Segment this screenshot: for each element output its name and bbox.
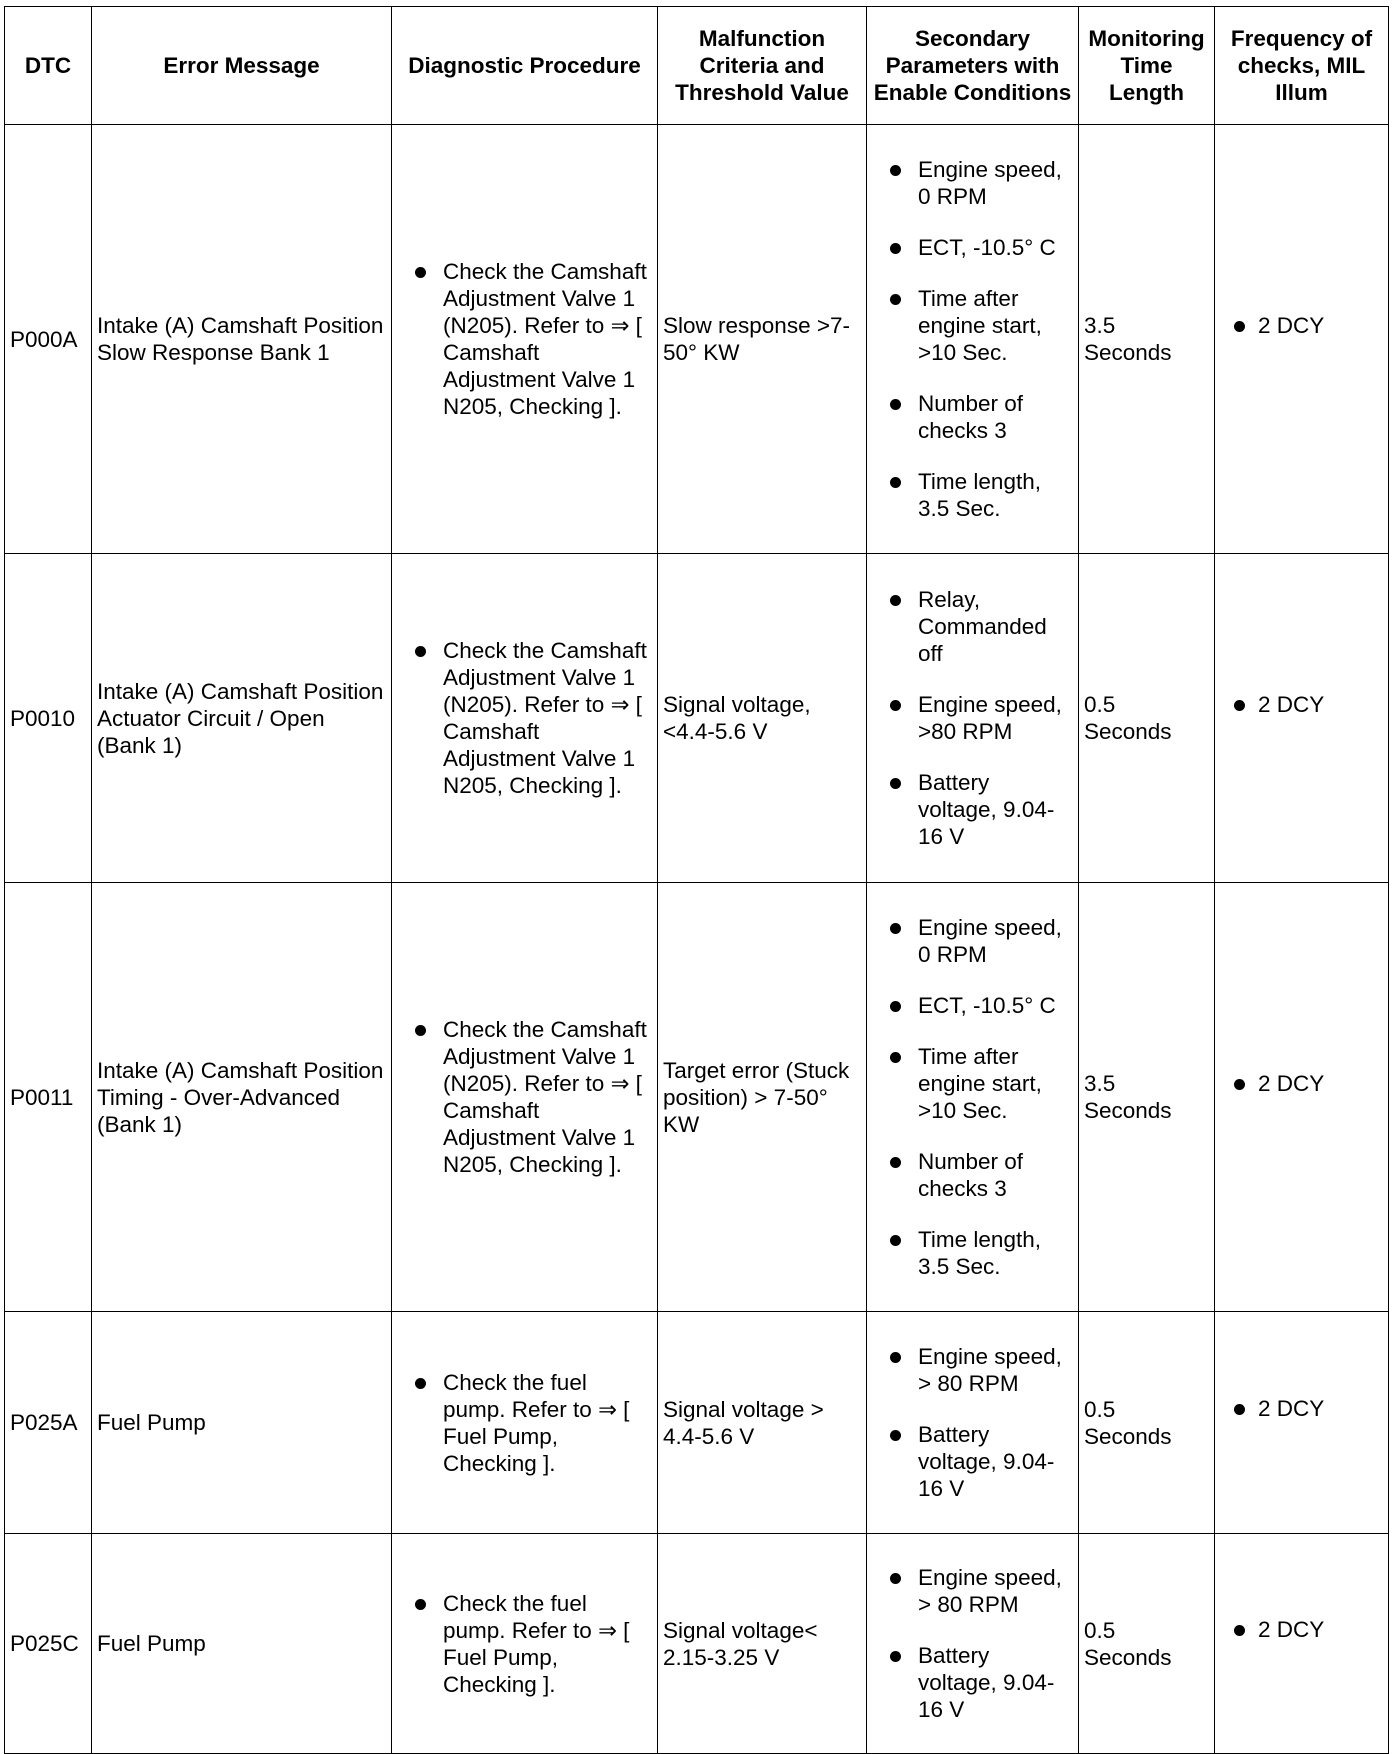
error-message: Intake (A) Camshaft Position Timing - Over-Advanced (Bank 1) xyxy=(92,883,392,1312)
secondary-parameters xyxy=(867,883,1079,1312)
parameter-item: Engine speed, > 80 RPM xyxy=(872,1564,1073,1618)
parameter-item: Time after engine start, >10 Sec. xyxy=(872,1043,1073,1124)
frequency-value: 2 DCY xyxy=(1220,1395,1383,1422)
dtc-code: P025C xyxy=(5,1534,92,1754)
parameter-item: Time length, 3.5 Sec. xyxy=(872,468,1073,522)
frequency-value: 2 DCY xyxy=(1220,312,1383,339)
monitoring-time: 3.5 Seconds xyxy=(1079,883,1215,1312)
parameter-item: ECT, -10.5° C xyxy=(872,234,1073,261)
monitoring-time: 0.5 Seconds xyxy=(1079,554,1215,883)
frequency-cell xyxy=(1215,1534,1389,1754)
table-row xyxy=(5,125,1389,554)
dtc-code: P0010 xyxy=(5,554,92,883)
frequency-cell xyxy=(1215,883,1389,1312)
diagnostic-step: Check the Camshaft Adjustment Valve 1 (N205). Refer to ⇒ [ Camshaft Adjustment Valve 1 N205, Checking ]. xyxy=(397,1016,652,1178)
diagnostic-procedure xyxy=(392,1312,658,1534)
header-diagnostic-procedure: Diagnostic Procedure xyxy=(392,7,658,125)
monitoring-time: 0.5 Seconds xyxy=(1079,1312,1215,1534)
header-malfunction-criteria: Malfunction Criteria and Threshold Value xyxy=(658,7,867,125)
secondary-parameters xyxy=(867,554,1079,883)
diagnostic-procedure xyxy=(392,1534,658,1754)
header-frequency: Frequency of checks, MIL Illum xyxy=(1215,7,1389,125)
parameter-item: Battery voltage, 9.04-16 V xyxy=(872,1642,1073,1723)
table-row xyxy=(5,1534,1389,1754)
secondary-parameters xyxy=(867,125,1079,554)
header-error-message: Error Message xyxy=(92,7,392,125)
error-message: Fuel Pump xyxy=(92,1534,392,1754)
frequency-value: 2 DCY xyxy=(1220,1616,1383,1643)
dtc-code: P000A xyxy=(5,125,92,554)
diagnostic-step: Check the fuel pump. Refer to ⇒ [ Fuel Pump, Checking ]. xyxy=(397,1369,652,1477)
malfunction-criteria: Signal voltage< 2.15-3.25 V xyxy=(658,1534,867,1754)
dtc-code: P0011 xyxy=(5,883,92,1312)
secondary-parameters xyxy=(867,1534,1079,1754)
parameter-item: Engine speed, > 80 RPM xyxy=(872,1343,1073,1397)
malfunction-criteria: Target error (Stuck position) > 7-50° KW xyxy=(658,883,867,1312)
secondary-parameters xyxy=(867,1312,1079,1534)
frequency-value: 2 DCY xyxy=(1220,1070,1383,1097)
header-secondary-parameters: Secondary Parameters with Enable Conditions xyxy=(867,7,1079,125)
diagnostic-step: Check the fuel pump. Refer to ⇒ [ Fuel Pump, Checking ]. xyxy=(397,1590,652,1698)
table-row xyxy=(5,1312,1389,1534)
diagnostic-procedure xyxy=(392,554,658,883)
error-message: Intake (A) Camshaft Position Actuator Circuit / Open (Bank 1) xyxy=(92,554,392,883)
diagnostic-procedure xyxy=(392,883,658,1312)
dtc-code: P025A xyxy=(5,1312,92,1534)
parameter-item: Engine speed, 0 RPM xyxy=(872,914,1073,968)
frequency-value: 2 DCY xyxy=(1220,691,1383,718)
table-row xyxy=(5,883,1389,1312)
malfunction-criteria: Signal voltage, <4.4-5.6 V xyxy=(658,554,867,883)
header-row xyxy=(5,7,1389,125)
error-message: Fuel Pump xyxy=(92,1312,392,1534)
malfunction-criteria: Signal voltage > 4.4-5.6 V xyxy=(658,1312,867,1534)
parameter-item: Battery voltage, 9.04-16 V xyxy=(872,769,1073,850)
table-row xyxy=(5,554,1389,883)
malfunction-criteria: Slow response >7-50° KW xyxy=(658,125,867,554)
frequency-cell xyxy=(1215,1312,1389,1534)
parameter-item: Engine speed, 0 RPM xyxy=(872,156,1073,210)
diagnostic-step: Check the Camshaft Adjustment Valve 1 (N205). Refer to ⇒ [ Camshaft Adjustment Valve 1 N205, Checking ]. xyxy=(397,637,652,799)
parameter-item: ECT, -10.5° C xyxy=(872,992,1073,1019)
monitoring-time: 3.5 Seconds xyxy=(1079,125,1215,554)
diagnostic-procedure xyxy=(392,125,658,554)
parameter-item: Number of checks 3 xyxy=(872,390,1073,444)
diagnostic-step: Check the Camshaft Adjustment Valve 1 (N205). Refer to ⇒ [ Camshaft Adjustment Valve 1 N205, Checking ]. xyxy=(397,258,652,420)
parameter-item: Battery voltage, 9.04-16 V xyxy=(872,1421,1073,1502)
header-dtc: DTC xyxy=(5,7,92,125)
error-message: Intake (A) Camshaft Position Slow Response Bank 1 xyxy=(92,125,392,554)
header-monitoring-time: Monitoring Time Length xyxy=(1079,7,1215,125)
monitoring-time: 0.5 Seconds xyxy=(1079,1534,1215,1754)
parameter-item: Relay, Commanded off xyxy=(872,586,1073,667)
parameter-item: Time length, 3.5 Sec. xyxy=(872,1226,1073,1280)
parameter-item: Number of checks 3 xyxy=(872,1148,1073,1202)
frequency-cell xyxy=(1215,125,1389,554)
frequency-cell xyxy=(1215,554,1389,883)
dtc-table xyxy=(4,6,1389,1754)
parameter-item: Engine speed, >80 RPM xyxy=(872,691,1073,745)
parameter-item: Time after engine start, >10 Sec. xyxy=(872,285,1073,366)
